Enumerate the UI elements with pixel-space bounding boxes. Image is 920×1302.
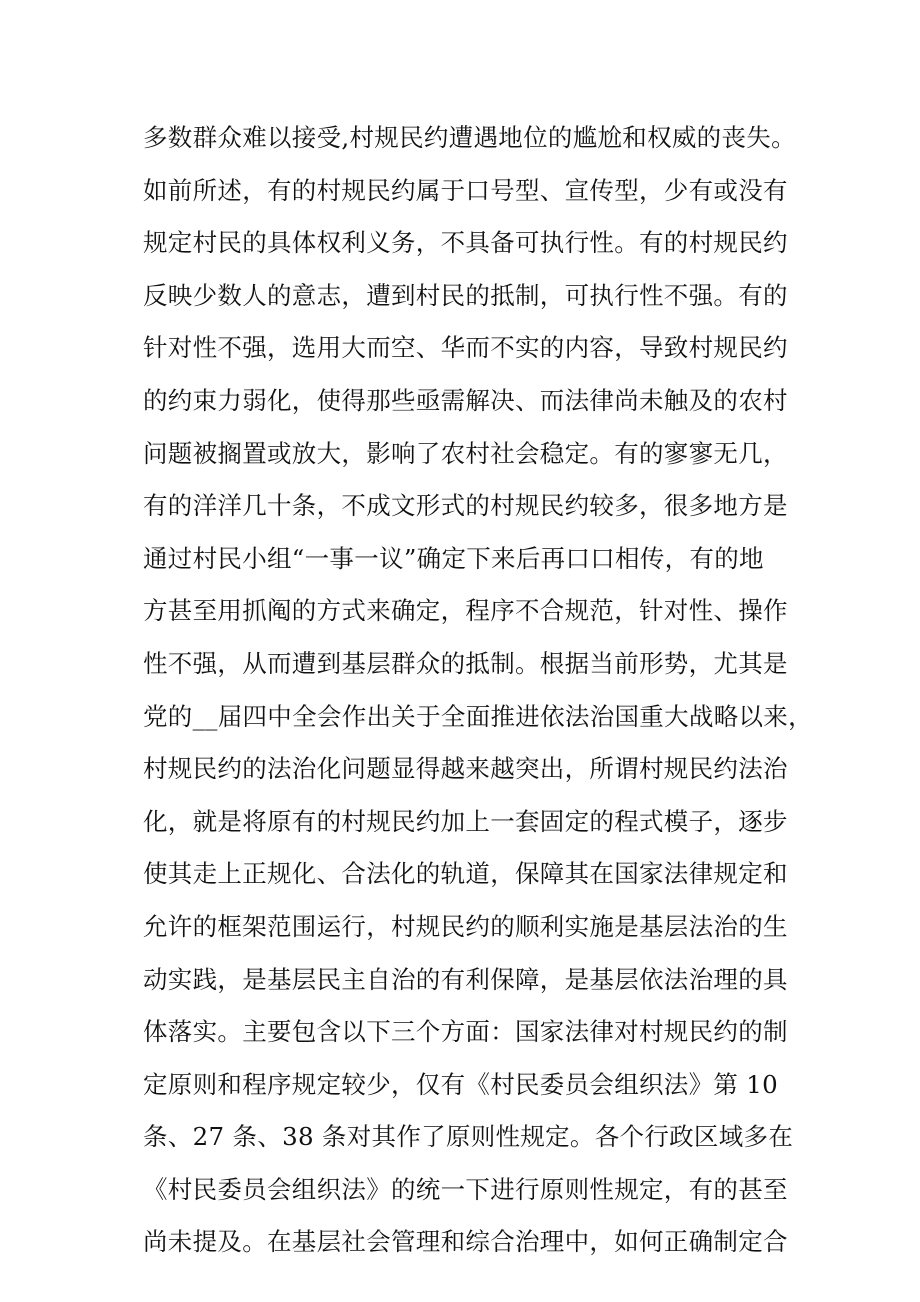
text-line: 通过村民小组“一事一议”确定下来后再口口相传，有的地 bbox=[143, 543, 764, 573]
text-line: 允许的框架范围运行，村规民约的顺利实施是基层法治的生 bbox=[143, 911, 788, 941]
text-line: 定原则和程序规定较少，仅有《村民委员会组织法》第 10 bbox=[143, 1069, 779, 1099]
text-line: 党的__届四中全会作出关于全面推进依法治国重大战略以来， bbox=[143, 701, 813, 731]
text-line: 的约束力弱化，使得那些亟需解决、而法律尚未触及的农村 bbox=[143, 385, 788, 415]
text-line: 《村民委员会组织法》的统一下进行原则性规定，有的甚至 bbox=[143, 1174, 788, 1204]
text-line: 尚未提及。在基层社会管理和综合治理中，如何正确制定合 bbox=[143, 1227, 788, 1257]
text-line: 针对性不强，选用大而空、华而不实的内容，导致村规民约 bbox=[143, 333, 788, 363]
text-line: 规定村民的具体权利义务，不具备可执行性。有的村规民约 bbox=[143, 228, 788, 258]
text-line: 性不强，从而遭到基层群众的抵制。根据当前形势，尤其是 bbox=[143, 648, 788, 678]
text-line: 多数群众难以接受,村规民约遭遇地位的尴尬和权威的丧失。 bbox=[143, 123, 796, 152]
body-paragraph bbox=[143, 112, 823, 1269]
text-line: 有的洋洋几十条，不成文形式的村规民约较多，很多地方是 bbox=[143, 491, 788, 521]
text-line: 体落实。主要包含以下三个方面：国家法律对村规民约的制 bbox=[143, 1017, 788, 1047]
text-line: 反映少数人的意志，遭到村民的抵制，可执行性不强。有的 bbox=[143, 280, 788, 310]
text-line: 化，就是将原有的村规民约加上一套固定的程式模子，逐步 bbox=[143, 806, 788, 836]
text-line: 条、27 条、38 条对其作了原则性规定。各个行政区域多在 bbox=[143, 1122, 794, 1152]
text-line: 如前所述，有的村规民约属于口号型、宣传型，少有或没有 bbox=[143, 175, 788, 205]
text-line: 动实践，是基层民主自治的有利保障，是基层依法治理的具 bbox=[143, 964, 788, 994]
text-line: 村规民约的法治化问题显得越来越突出，所谓村规民约法治 bbox=[143, 754, 788, 784]
text-line: 问题被搁置或放大，影响了农村社会稳定。有的寥寥无几， bbox=[143, 438, 788, 468]
text-line: 方甚至用抓阄的方式来确定，程序不合规范，针对性、操作 bbox=[143, 596, 788, 626]
text-line: 使其走上正规化、合法化的轨道，保障其在国家法律规定和 bbox=[143, 859, 788, 889]
